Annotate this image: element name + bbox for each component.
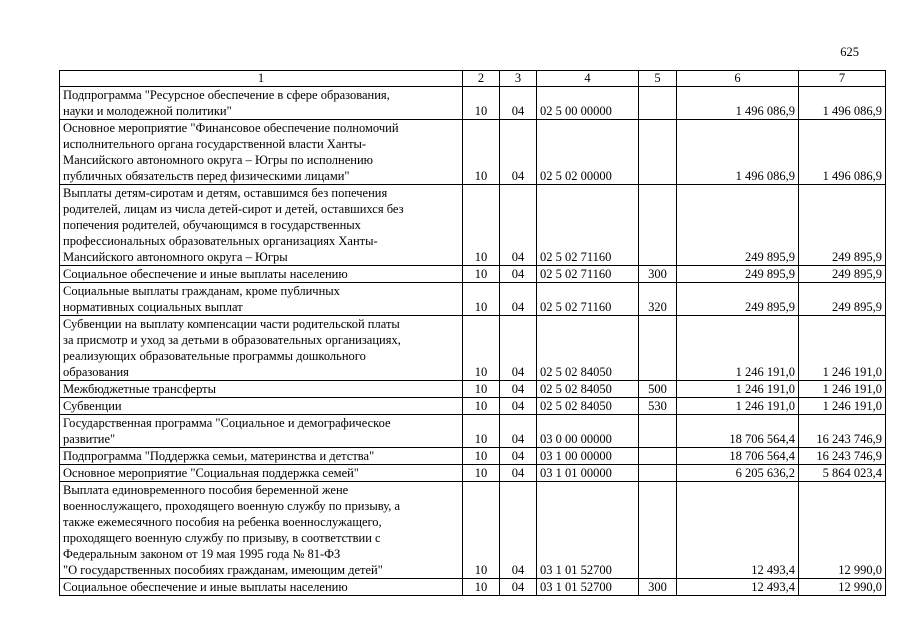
table-row: [60, 415, 886, 448]
target-article-cell: 02 5 02 00000: [537, 120, 639, 185]
section-code-cell: 10: [463, 398, 500, 415]
subsection-code-cell: 04: [500, 185, 537, 266]
expense-type-cell: [639, 448, 677, 465]
table-row: [60, 465, 886, 482]
amount-year-1-cell: 249 895,9: [677, 266, 799, 283]
table-row: [60, 482, 886, 579]
target-article-cell: 02 5 02 84050: [537, 381, 639, 398]
amount-year-2-cell: 1 496 086,9: [799, 120, 886, 185]
expense-type-cell: [639, 465, 677, 482]
expense-type-cell: 300: [639, 579, 677, 596]
amount-year-1-cell: 1 246 191,0: [677, 316, 799, 381]
amount-year-1-cell: 1 246 191,0: [677, 381, 799, 398]
column-header: 3: [500, 71, 537, 87]
subsection-code-cell: 04: [500, 283, 537, 316]
amount-year-2-cell: 5 864 023,4: [799, 465, 886, 482]
row-name-cell: Субвенции: [60, 398, 463, 415]
row-name-cell: Субвенции на выплату компенсации части родительской платы за присмотр и уход за детьми в образовательных организациях, реализующих образовательные программы дошкольного образования: [60, 316, 463, 381]
row-name-cell: Межбюджетные трансферты: [60, 381, 463, 398]
amount-year-2-cell: 16 243 746,9: [799, 448, 886, 465]
table-row: [60, 381, 886, 398]
amount-year-1-cell: 1 496 086,9: [677, 120, 799, 185]
target-article-cell: 03 1 00 00000: [537, 448, 639, 465]
subsection-code-cell: 04: [500, 482, 537, 579]
section-code-cell: 10: [463, 415, 500, 448]
header-row: [60, 71, 886, 87]
subsection-code-cell: 04: [500, 266, 537, 283]
target-article-cell: 03 1 01 00000: [537, 465, 639, 482]
expense-type-cell: [639, 415, 677, 448]
target-article-cell: 02 5 02 71160: [537, 266, 639, 283]
row-name-cell: Выплаты детям-сиротам и детям, оставшимся без попечения родителей, лицам из числа детей-сирот и детей, оставшихся без попечения родителей, обучающимся в государственных профессиональных образовательных организациях Ханты- Мансийского автономного округа – Югры: [60, 185, 463, 266]
target-article-cell: 02 5 02 84050: [537, 316, 639, 381]
section-code-cell: 10: [463, 283, 500, 316]
expense-type-cell: 500: [639, 381, 677, 398]
amount-year-2-cell: 16 243 746,9: [799, 415, 886, 448]
column-header: 1: [60, 71, 463, 87]
subsection-code-cell: 04: [500, 415, 537, 448]
table-row: [60, 185, 886, 266]
subsection-code-cell: 04: [500, 398, 537, 415]
row-name-cell: Социальные выплаты гражданам, кроме публичных нормативных социальных выплат: [60, 283, 463, 316]
table-row: [60, 579, 886, 596]
subsection-code-cell: 04: [500, 465, 537, 482]
section-code-cell: 10: [463, 316, 500, 381]
amount-year-1-cell: 249 895,9: [677, 283, 799, 316]
table-row: [60, 283, 886, 316]
expense-type-cell: 530: [639, 398, 677, 415]
column-header: 5: [639, 71, 677, 87]
amount-year-1-cell: 12 493,4: [677, 579, 799, 596]
subsection-code-cell: 04: [500, 448, 537, 465]
amount-year-2-cell: 249 895,9: [799, 283, 886, 316]
amount-year-1-cell: 18 706 564,4: [677, 415, 799, 448]
subsection-code-cell: 04: [500, 316, 537, 381]
column-header: 6: [677, 71, 799, 87]
section-code-cell: 10: [463, 381, 500, 398]
subsection-code-cell: 04: [500, 87, 537, 120]
amount-year-2-cell: 12 990,0: [799, 482, 886, 579]
table-row: [60, 448, 886, 465]
table-row: [60, 266, 886, 283]
target-article-cell: 03 0 00 00000: [537, 415, 639, 448]
budget-table: [59, 70, 886, 596]
subsection-code-cell: 04: [500, 579, 537, 596]
expense-type-cell: [639, 87, 677, 120]
target-article-cell: 02 5 00 00000: [537, 87, 639, 120]
section-code-cell: 10: [463, 465, 500, 482]
row-name-cell: Основное мероприятие "Финансовое обеспечение полномочий исполнительного органа государственной власти Ханты- Мансийского автономного округа – Югры по исполнению публичных обязательств перед физическими лицами": [60, 120, 463, 185]
section-code-cell: 10: [463, 87, 500, 120]
section-code-cell: 10: [463, 266, 500, 283]
amount-year-1-cell: 1 246 191,0: [677, 398, 799, 415]
subsection-code-cell: 04: [500, 381, 537, 398]
expense-type-cell: [639, 482, 677, 579]
row-name-cell: Социальное обеспечение и иные выплаты населению: [60, 579, 463, 596]
section-code-cell: 10: [463, 579, 500, 596]
expense-type-cell: 300: [639, 266, 677, 283]
amount-year-1-cell: 6 205 636,2: [677, 465, 799, 482]
column-header: 4: [537, 71, 639, 87]
amount-year-2-cell: 1 246 191,0: [799, 381, 886, 398]
subsection-code-cell: 04: [500, 120, 537, 185]
row-name-cell: Подпрограмма "Поддержка семьи, материнства и детства": [60, 448, 463, 465]
target-article-cell: 02 5 02 84050: [537, 398, 639, 415]
table-body: [60, 87, 886, 596]
target-article-cell: 02 5 02 71160: [537, 283, 639, 316]
section-code-cell: 10: [463, 448, 500, 465]
amount-year-2-cell: 1 496 086,9: [799, 87, 886, 120]
expense-type-cell: [639, 316, 677, 381]
row-name-cell: Социальное обеспечение и иные выплаты населению: [60, 266, 463, 283]
amount-year-1-cell: 249 895,9: [677, 185, 799, 266]
column-header: 7: [799, 71, 886, 87]
row-name-cell: Выплата единовременного пособия беременной жене военнослужащего, проходящего военную службу по призыву, а также ежемесячного пособия на ребенка военнослужащего, проходящего военную службу по призыву, в соответствии с Федеральным законом от 19 мая 1995 года № 81-ФЗ "О государственных пособиях гражданам, имеющим детей": [60, 482, 463, 579]
expense-type-cell: [639, 185, 677, 266]
target-article-cell: 03 1 01 52700: [537, 482, 639, 579]
section-code-cell: 10: [463, 120, 500, 185]
row-name-cell: Государственная программа "Социальное и демографическое развитие": [60, 415, 463, 448]
amount-year-1-cell: 12 493,4: [677, 482, 799, 579]
table-row: [60, 87, 886, 120]
section-code-cell: 10: [463, 482, 500, 579]
row-name-cell: Основное мероприятие "Социальная поддержка семей": [60, 465, 463, 482]
expense-type-cell: [639, 120, 677, 185]
amount-year-2-cell: 1 246 191,0: [799, 316, 886, 381]
table-row: [60, 316, 886, 381]
target-article-cell: 03 1 01 52700: [537, 579, 639, 596]
expense-type-cell: 320: [639, 283, 677, 316]
amount-year-2-cell: 12 990,0: [799, 579, 886, 596]
row-name-cell: Подпрограмма "Ресурсное обеспечение в сфере образования, науки и молодежной политики": [60, 87, 463, 120]
target-article-cell: 02 5 02 71160: [537, 185, 639, 266]
table-row: [60, 398, 886, 415]
amount-year-2-cell: 249 895,9: [799, 185, 886, 266]
page-number: 625: [840, 45, 859, 59]
amount-year-1-cell: 1 496 086,9: [677, 87, 799, 120]
table-row: [60, 120, 886, 185]
column-header: 2: [463, 71, 500, 87]
amount-year-1-cell: 18 706 564,4: [677, 448, 799, 465]
amount-year-2-cell: 1 246 191,0: [799, 398, 886, 415]
amount-year-2-cell: 249 895,9: [799, 266, 886, 283]
section-code-cell: 10: [463, 185, 500, 266]
